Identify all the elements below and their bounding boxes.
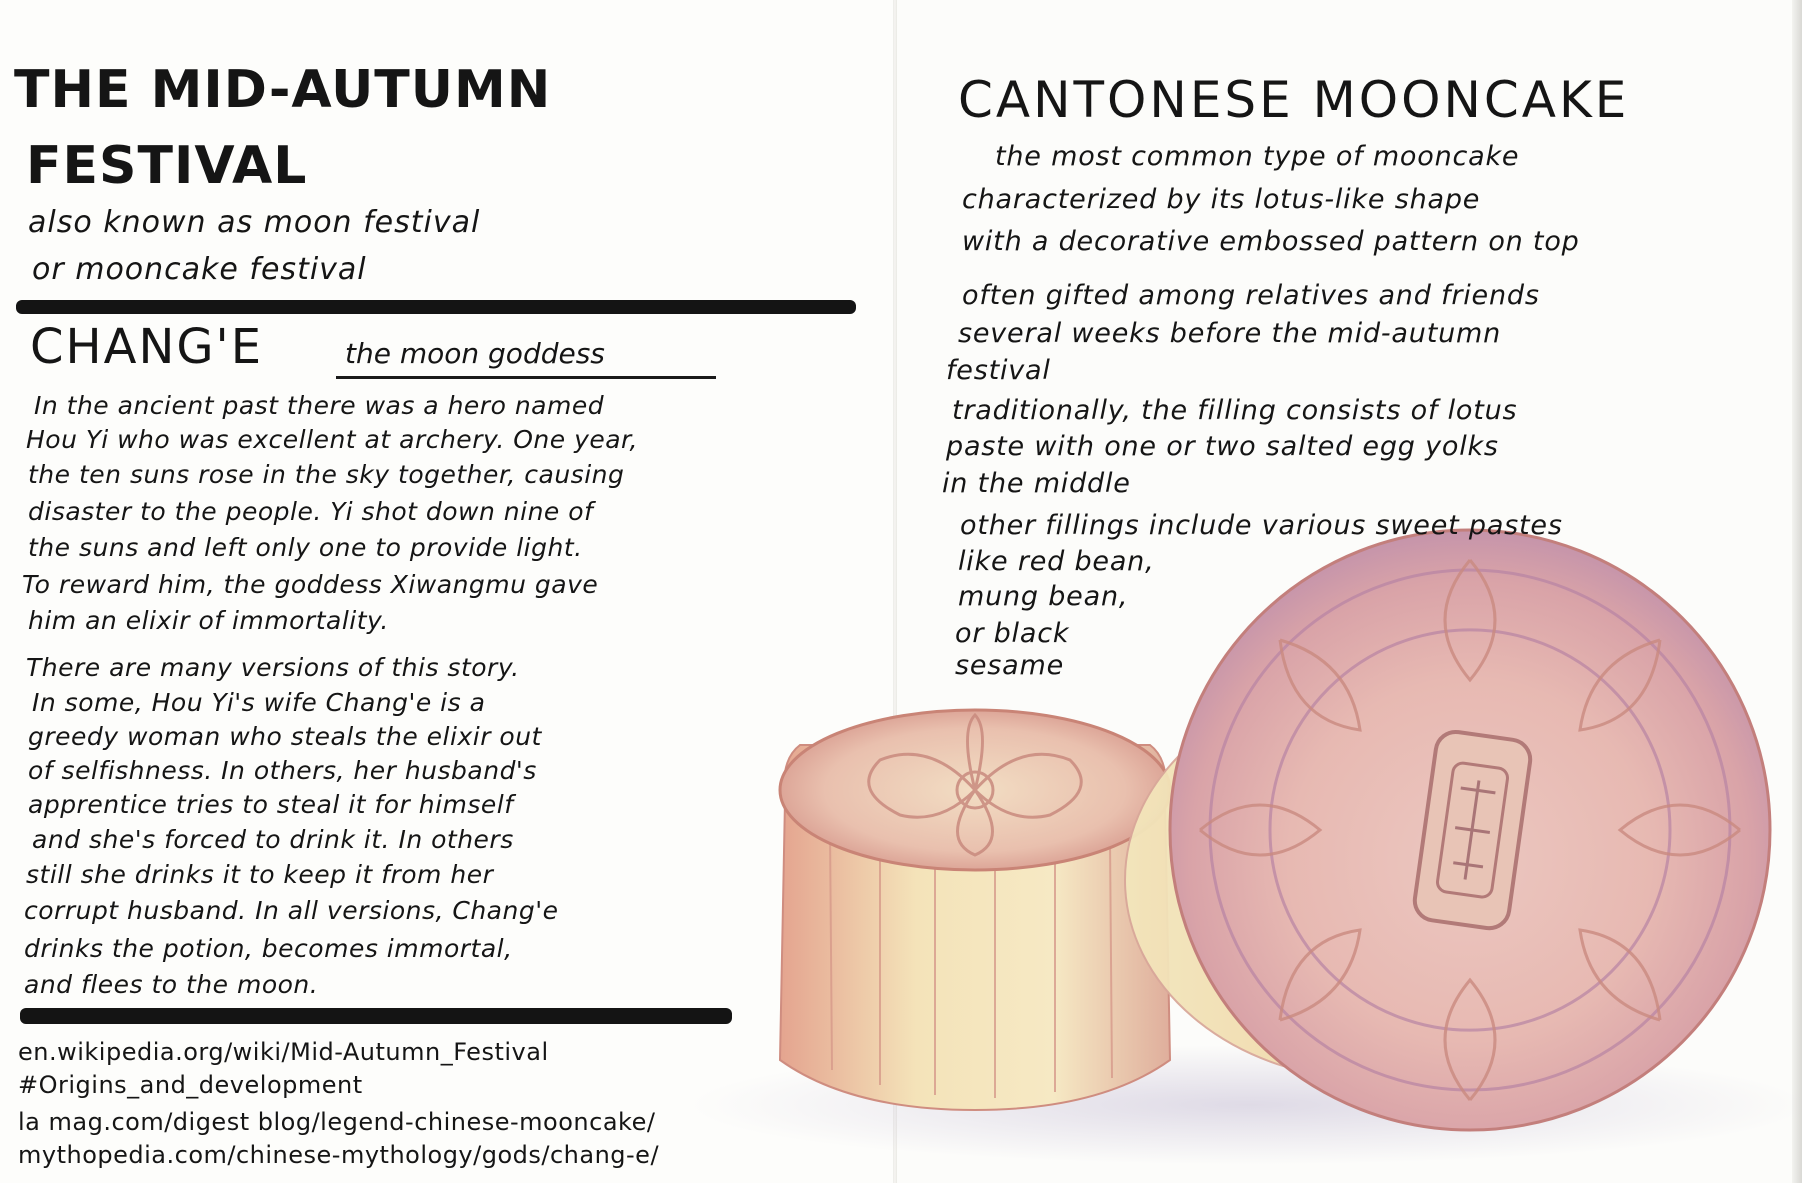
- right-page-title: CANTONESE MOONCAKE: [958, 71, 1630, 129]
- mooncake-line: often gifted among relatives and friends: [962, 280, 1540, 311]
- paragraph2-line: greedy woman who steals the elixir out: [28, 722, 542, 751]
- reference-link: #Origins_and_development: [18, 1071, 363, 1099]
- page-title-line2: FESTIVAL: [26, 136, 308, 196]
- large-mooncake: [1125, 530, 1770, 1130]
- mooncake-line: in the middle: [942, 468, 1131, 499]
- paragraph2-line: and she's forced to drink it. In others: [32, 825, 514, 854]
- paragraph1-line: the suns and left only one to provide light.: [28, 533, 583, 562]
- mooncake-line: traditionally, the filling consists of lotus: [952, 395, 1518, 426]
- mooncake-line: paste with one or two salted egg yolks: [946, 431, 1499, 462]
- divider-bottom: [20, 1008, 732, 1024]
- small-mooncake: [780, 710, 1170, 1110]
- paragraph1-line: him an elixir of immortality.: [28, 606, 389, 635]
- paragraph2-line: and flees to the moon.: [24, 970, 319, 999]
- reference-link: la mag.com/digest blog/legend-chinese-mooncake/: [18, 1108, 656, 1136]
- paragraph1-line: Hou Yi who was excellent at archery. One year,: [26, 425, 638, 454]
- mooncake-line: like red bean,: [958, 546, 1155, 577]
- reference-link: mythopedia.com/chinese-mythology/gods/chang-e/: [18, 1141, 660, 1169]
- paragraph2-line: There are many versions of this story.: [26, 653, 520, 682]
- paragraph2-line: In some, Hou Yi's wife Chang'e is a: [32, 688, 486, 717]
- paragraph1-line: disaster to the people. Yi shot down nine of: [28, 497, 594, 526]
- mooncake-line: sesame: [955, 650, 1065, 681]
- paragraph1-line: In the ancient past there was a hero named: [34, 391, 605, 420]
- mooncake-line: several weeks before the mid-autumn: [958, 318, 1502, 349]
- paragraph1-line: To reward him, the goddess Xiwangmu gave: [22, 570, 599, 599]
- paragraph2-line: drinks the potion, becomes immortal,: [24, 934, 513, 963]
- paragraph2-line: still she drinks it to keep it from her: [26, 860, 494, 889]
- subheading-underline: [336, 376, 716, 379]
- mooncake-line: other fillings include various sweet pastes: [960, 510, 1563, 541]
- page-title-line1: THE MID-AUTUMN: [14, 60, 552, 120]
- reference-link: en.wikipedia.org/wiki/Mid-Autumn_Festival: [18, 1038, 549, 1066]
- paragraph2-line: apprentice tries to steal it for himself: [28, 790, 514, 819]
- mooncake-line: or black: [955, 618, 1070, 649]
- mooncake-line: festival: [946, 355, 1051, 386]
- paragraph1-line: the ten suns rose in the sky together, causing: [28, 460, 625, 489]
- section-heading: CHANG'E: [30, 319, 264, 375]
- mooncake-line: mung bean,: [958, 581, 1129, 612]
- mooncake-line: the most common type of mooncake: [995, 141, 1520, 172]
- subtitle-line1: also known as moon festival: [28, 205, 481, 240]
- divider-top: [16, 300, 856, 314]
- paragraph2-line: corrupt husband. In all versions, Chang'e: [24, 896, 559, 925]
- mooncake-line: characterized by its lotus-like shape: [962, 184, 1481, 215]
- subtitle-line2: or mooncake festival: [32, 252, 367, 287]
- section-subheading: the moon goddess: [345, 337, 605, 370]
- paragraph2-line: of selfishness. In others, her husband's: [28, 756, 537, 785]
- mooncake-line: with a decorative embossed pattern on top: [962, 226, 1580, 257]
